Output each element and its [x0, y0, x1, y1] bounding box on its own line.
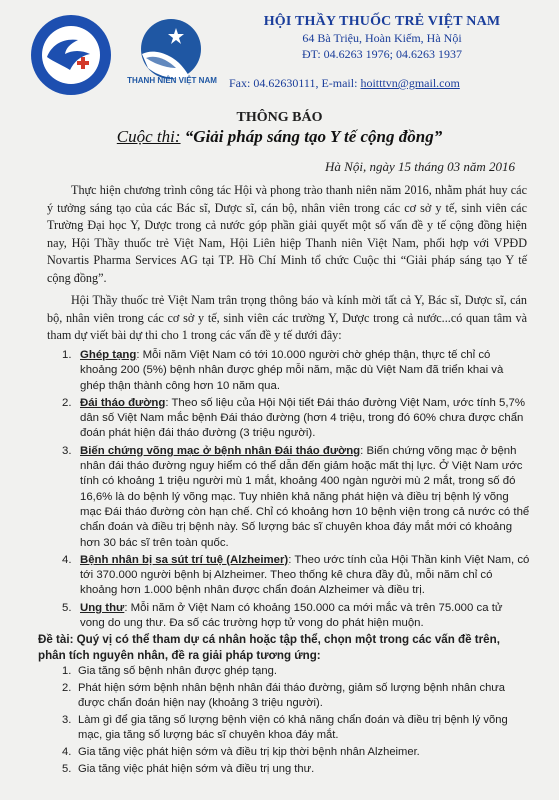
list-item: 5. Gia tăng việc phát hiện sớm và điều trị ung thư.	[62, 763, 315, 775]
org-fax: Fax: 04.62630111, E-mail:	[229, 76, 361, 90]
list-item: 4. Gia tăng việc phát hiện sớm và điều trị kịp thời bệnh nhân Alzheimer.	[62, 746, 420, 758]
contest-label: Cuộc thi:	[116, 127, 181, 146]
list-item: 3. Biến chứng võng mạc ở bệnh nhân Đái tháo đường: Biến chứng võng mạc ở bệnh nhân đái tháo đường nguy hiểm có thể dẫn đến giảm hoặc mất thị lực. Ở Việt Nam ước tính có khoảng 1 triệu người mù 1 mắt, khoảng 400 ngàn người mù 2 mắt, trong số đó 16,6% là do bệnh lý võng mạc. Tuy nhiên khả năng phát hiện và điều trị bệnh lý võng mạc Đái tháo đường còn hạn chế. Chỉ có khoảng hơn 10 bệnh viện trong cả nước có thể chẩn đoán và điều trị bệnh này. Số lượng bác sĩ chuyên khoa đáy mắt mới có khoảng hơn 30 bác sĩ trên toàn quốc.	[62, 444, 530, 549]
list-item: 1. Gia tăng số bệnh nhân được ghép tạng.	[62, 665, 277, 677]
item-text: : Theo số liệu của Hội Nội tiết Đái tháo đường Việt Nam, ước tính 5,7% dân số Việt Nam mắc bệnh Đái tháo đường (hơn 4 triệu, trong đó 60% chưa được chẩn đoán phát hiện đái tháo đường (3 triệu người).	[80, 396, 525, 440]
youth-doctors-logo	[30, 14, 112, 96]
org-phone: ĐT: 04.6263 1976; 04.6263 1937	[301, 47, 463, 61]
org-address: 64 Bà Triệu, Hoàn Kiếm, Hà Nội	[302, 31, 462, 45]
list-item: 2. Phát hiện sớm bệnh nhân bệnh nhân đái tháo đường, giảm số lượng bệnh nhân chưa được chẩn đoán hiện nay (khoảng 3 triệu người).	[62, 682, 506, 709]
org-email: hoitttvn@gmail.com	[360, 76, 460, 90]
topic-heading: Đề tài: Quý vị có thể tham dự cá nhân hoặc tập thể, chọn một trong các vấn đề trên, phân tích nguyên nhân, đề ra giải pháp tương ứng:	[38, 633, 500, 662]
org-name: HỘI THẦY THUỐC TRẺ VIỆT NAM	[263, 14, 501, 29]
letterhead	[232, 14, 532, 62]
item-label: Ghép tạng	[80, 349, 137, 361]
item-label: Ung thư	[80, 601, 125, 614]
item-label: Đái tháo đường	[80, 396, 166, 409]
list-item: 2. Đái tháo đường: Theo số liệu của Hội Nội tiết Đái tháo đường Việt Nam, ước tính 5,7% dân số Việt Nam mắc bệnh Đái tháo đường (hơn 4 triệu, trong đó 60% chưa được chẩn đoán phát hiện đái tháo đường (3 triệu người).	[62, 396, 525, 440]
notice-title: THÔNG BÁO	[236, 110, 323, 125]
list-item: 1. Ghép tạng: Mỗi năm Việt Nam có tới 10.000 người chờ ghép thận, thực tế chỉ có khoảng 200 (5%) bệnh nhân được ghép mỗi năm, mặc dù Việt Nam đã triển khai và ghép thận thành công hơn 10 năm qua.	[62, 349, 504, 392]
contest-subtitle	[0, 127, 559, 147]
list-item: 3. Làm gì để gia tăng số lượng bệnh viện có khả năng chẩn đoán và điều trị bệnh lý võng mạc, gia tăng số lượng bác sĩ chuyên khoa đáy mắt.	[62, 714, 508, 741]
item-label: Biến chứng võng mạc ở bệnh nhân Đái tháo đường	[80, 444, 361, 457]
item-text: : Mỗi năm ở Việt Nam có khoảng 150.000 ca mới mắc và trên 75.000 ca tử vong do ung thư. Đa số các trường hợp tử vong do phát hiện muộn.	[80, 601, 503, 630]
notice-date: Hà Nội, ngày 15 tháng 03 năm 2016	[325, 159, 515, 174]
item-text: : Biến chứng võng mạc ở bệnh nhân đái tháo đường nguy hiểm có thể dẫn đến giảm hoặc mất thị lực. Ở Việt Nam ước tính có khoảng 1 triệu người mù 1 mắt, khoảng 400 ngàn người mù 2 mắt, trong số đó 16,6% là do bệnh lý võng mạc. Tuy nhiên khả năng phát hiện và điều trị bệnh lý võng mạc Đái tháo đường còn hạn chế. Chỉ có khoảng hơn 10 bệnh viện trong cả nước có thể chẩn đoán và điều trị bệnh này. Số lượng bác sĩ chuyên khoa đáy mắt mới có khoảng hơn 30 bác sĩ trên toàn quốc.	[80, 444, 530, 549]
item-text: : Theo ước tính của Hội Thần kinh Việt Nam, có tới 370.000 người bệnh bị Alzheimer. Theo thống kê chưa đầy đủ, mỗi năm chỉ có khoảng hơn 1.000 bệnh nhân được chẩn đoán Alzheimer và điều trị.	[80, 553, 530, 597]
item-label: Bệnh nhân bị sa sút trí tuệ (Alzheimer)	[80, 553, 289, 566]
item-text: : Mỗi năm Việt Nam có tới 10.000 người chờ ghép thận, thực tế chỉ có khoảng 200 (5%) bệnh nhân được ghép mỗi năm, mặc dù Việt Nam đã triển khai và ghép thận thành công hơn 10 năm qua.	[80, 349, 504, 392]
solutions-list	[62, 664, 522, 779]
health-issues-list	[62, 348, 530, 633]
vietnam-youth-logo-text: THANH NIÊN VIỆT NAM	[127, 76, 217, 85]
intro-paragraph: Thực hiện chương trình công tác Hội và phong trào thanh niên năm 2016, nhằm phát huy các ý tưởng sáng tạo của các Bác sĩ, Dược sĩ, cán bộ, nhân viên trong các cơ sở y tế, sinh viên các Trường Đại học Y, Dược trong cả nước góp phần giải quyết một số vấn đề y tế cộng đồng hiện nay, Hội Thầy thuốc trẻ Việt Nam, Hội Liên hiệp Thanh niên Việt Nam, phối hợp với VPĐD Novartis Pharma Services AG tại TP. Hồ Chí Minh tổ chức Cuộc thi “Giải pháp sáng tạo Y tế cộng đồng”.	[47, 183, 527, 285]
invitation-paragraph: Hội Thầy thuốc trẻ Việt Nam trân trọng thông báo và kính mời tất cả Y, Bác sĩ, Dược sĩ, cán bộ, nhân viên trong các cơ sở y tế, sinh viên các trường Y, Dược trong cả nước...có quan tâm và tham dự viết bài dự thi cho 1 trong các vấn đề y tế dưới đây:	[47, 293, 527, 343]
list-item: 5. Ung thư: Mỗi năm ở Việt Nam có khoảng 150.000 ca mới mắc và trên 75.000 ca tử vong do ung thư. Đa số các trường hợp tử vong do phát hiện muộn.	[62, 601, 503, 630]
list-item: 4. Bệnh nhân bị sa sút trí tuệ (Alzheimer): Theo ước tính của Hội Thần kinh Việt Nam, có tới 370.000 người bệnh bị Alzheimer. Theo thống kê chưa đầy đủ, mỗi năm chỉ có khoảng hơn 1.000 bệnh nhân được chẩn đoán Alzheimer và điều trị.	[62, 553, 530, 597]
org-fax-email	[229, 76, 460, 91]
contest-name: “Giải pháp sáng tạo Y tế cộng đồng”	[184, 127, 443, 146]
vietnam-youth-logo	[140, 18, 202, 80]
